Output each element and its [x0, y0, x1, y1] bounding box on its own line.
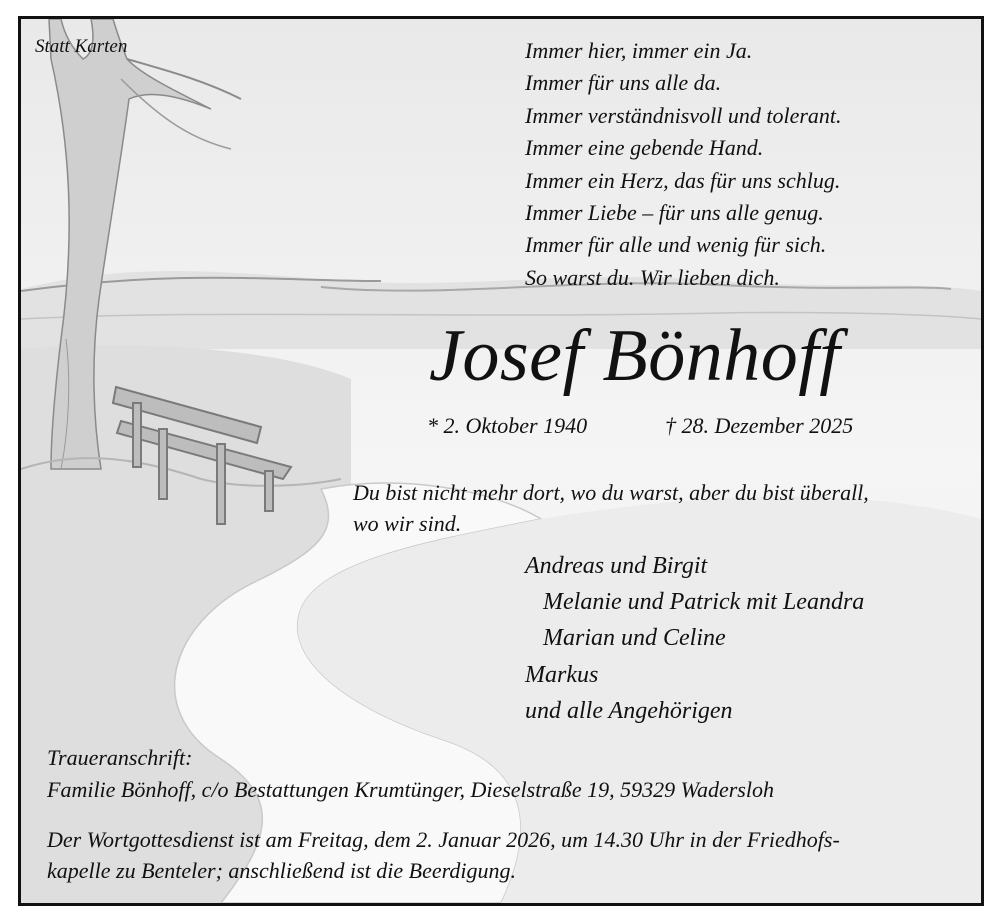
- mourner-line: Melanie und Patrick mit Leandra: [543, 589, 865, 616]
- mourner-line: Markus: [525, 661, 599, 688]
- mourner-line: und alle Angehörigen: [525, 697, 733, 724]
- deceased-name: Josef Bönhoff: [429, 315, 841, 397]
- mourner-line: Marian und Celine: [543, 625, 726, 652]
- poem-line: Immer ein Herz, das für uns schlug.: [525, 167, 841, 193]
- poem-line: Immer Liebe – für uns alle genug.: [525, 200, 824, 226]
- birth-date: * 2. Oktober 1940: [427, 413, 588, 438]
- mourners-list: [525, 548, 864, 729]
- quote-line: wo wir sind.: [353, 511, 462, 536]
- service-line: Der Wortgottesdienst ist am Freitag, dem 2. Januar 2026, um 14.30 Uhr in der Friedhofs-: [47, 827, 840, 852]
- header-statt-karten: Statt Karten: [35, 36, 128, 57]
- poem: [525, 35, 842, 294]
- poem-line: Immer eine gebende Hand.: [525, 135, 764, 161]
- poem-line: Immer hier, immer ein Ja.: [525, 38, 753, 63]
- quote-line: Du bist nicht mehr dort, wo du warst, aber du bist überall,: [353, 480, 869, 505]
- obituary-frame: [18, 16, 984, 906]
- quote: [353, 477, 869, 539]
- address: Familie Bönhoff, c/o Bestattungen Krumtünger, Dieselstraße 19, 59329 Wadersloh: [47, 777, 774, 802]
- service-info: [47, 824, 840, 886]
- poem-line: So warst du. Wir lieben dich.: [525, 264, 780, 290]
- poem-line: Immer für uns alle da.: [525, 70, 722, 96]
- mourner-line: Andreas und Birgit: [525, 553, 708, 579]
- poem-line: Immer verständnisvoll und tolerant.: [525, 102, 842, 128]
- service-line: kapelle zu Benteler; anschließend ist die Beerdigung.: [47, 858, 516, 883]
- address-label: Traueranschrift:: [47, 745, 193, 770]
- death-date: † 28. Dezember 2025: [665, 413, 854, 438]
- poem-line: Immer für alle und wenig für sich.: [525, 232, 827, 258]
